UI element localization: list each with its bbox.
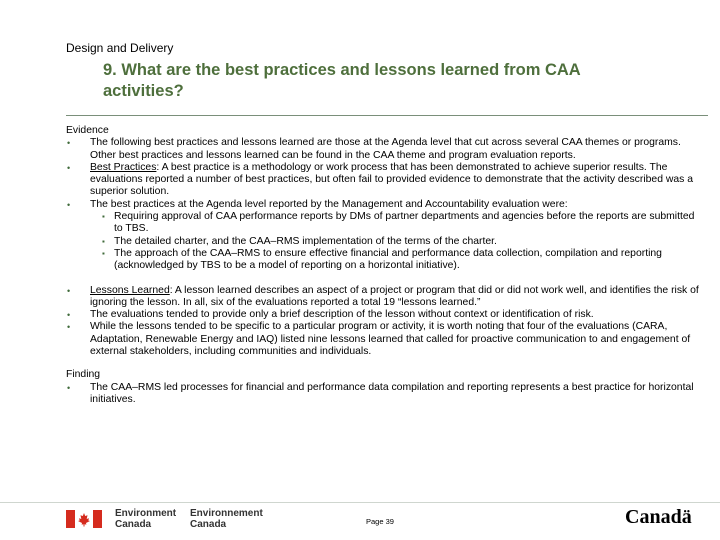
env-en-line1: Environment xyxy=(115,508,177,519)
environment-canada-en xyxy=(115,509,176,530)
sub-list-item xyxy=(90,236,702,248)
sub-list-item xyxy=(90,248,702,273)
bullet-icon: • xyxy=(67,162,71,173)
evidence-list xyxy=(66,137,702,272)
env-fr-line2: Canada xyxy=(190,518,227,530)
square-bullet-icon: ▪ xyxy=(102,248,105,258)
spacer xyxy=(66,358,702,369)
finding-heading: Finding xyxy=(66,369,101,381)
env-fr-line1: Environnement xyxy=(190,508,263,519)
sub-list-item-text: The detailed charter, and the CAA–RMS implementation of the terms of the charter. xyxy=(114,235,497,247)
bullet-icon: • xyxy=(67,322,71,333)
list-item-text: The CAA–RMS led processes for financial and performance data compilation and reporting represents a best practice for horizontal initiatives. xyxy=(90,381,694,405)
canada-wordmark: Canadä xyxy=(625,506,692,528)
page-number: Page 39 xyxy=(366,517,394,526)
finding-list xyxy=(66,382,702,407)
list-item-text: : A best practice is a methodology or work process that has been demonstrated to achieve superior results. The evaluations reported a number of best practices, but often fail to provided evidence to demonstrate that the activity described was a superior solution. xyxy=(90,161,694,198)
section-label: Design and Delivery xyxy=(66,41,174,55)
bullet-icon: • xyxy=(67,138,71,149)
list-item xyxy=(66,137,702,162)
list-item xyxy=(66,162,702,199)
canada-flag-icon xyxy=(66,510,102,528)
bullet-icon: • xyxy=(67,310,71,321)
list-item-text: While the lessons tended to be specific to a particular program or activity, it is worth noting that four of the evaluations (CARA, Adaptation, Renewable Energy and IAQ) listed nine lessons learned that called for proactive communication to and engagement of external stakeholders, including communities and individuals. xyxy=(90,321,691,358)
square-bullet-icon: ▪ xyxy=(102,212,105,222)
env-en-line2: Canada xyxy=(115,518,152,530)
environment-canada-fr xyxy=(190,509,263,530)
header-rule xyxy=(66,115,708,116)
list-item-lead: Best Practices xyxy=(90,161,157,173)
list-item xyxy=(66,321,702,358)
slide-body xyxy=(66,125,702,406)
spacer xyxy=(66,273,702,285)
list-item xyxy=(66,285,702,310)
slide-title: 9. What are the best practices and lessons learned from CAA activities? xyxy=(103,61,581,100)
list-item-text: The evaluations tended to provide only a brief description of the lesson without context or identification of risk. xyxy=(90,309,594,321)
bullet-icon: • xyxy=(67,199,71,210)
sub-list-item-text: Requiring approval of CAA performance reports by DMs of partner departments and agencies before the reports are submitted to TBS. xyxy=(114,211,695,235)
bullet-icon: • xyxy=(67,382,71,393)
sub-list-item-text: The approach of the CAA–RMS to ensure effective financial and performance data collection, compilation and reporting (acknowledged by TBS to be a model of reporting on a horizontal initiative). xyxy=(114,247,662,272)
list-item xyxy=(66,309,702,321)
list-item xyxy=(66,382,702,407)
sub-list-item xyxy=(90,211,702,236)
square-bullet-icon: ▪ xyxy=(102,236,105,246)
list-item-text: The following best practices and lessons learned are those at the Agenda level that cut across several CAA themes or programs. Other best practices and lessons learned can be found in the CAA theme and program evaluation reports. xyxy=(90,137,681,161)
list-item-text: The best practices at the Agenda level reported by the Management and Accountability evaluation were: xyxy=(90,198,568,210)
list-item-lead: Lessons Learned xyxy=(90,284,170,296)
sub-list xyxy=(90,211,702,272)
evidence-heading: Evidence xyxy=(66,125,109,136)
list-item-text: : A lesson learned describes an aspect of a project or program that did or did not work well, and identifies the risk of ignoring the lesson. In all, six of the evaluations reported a total 19 “lessons learned.” xyxy=(90,284,699,308)
lessons-list xyxy=(66,285,702,359)
list-item xyxy=(66,199,702,273)
footer-rule xyxy=(0,502,720,503)
bullet-icon: • xyxy=(67,285,71,296)
